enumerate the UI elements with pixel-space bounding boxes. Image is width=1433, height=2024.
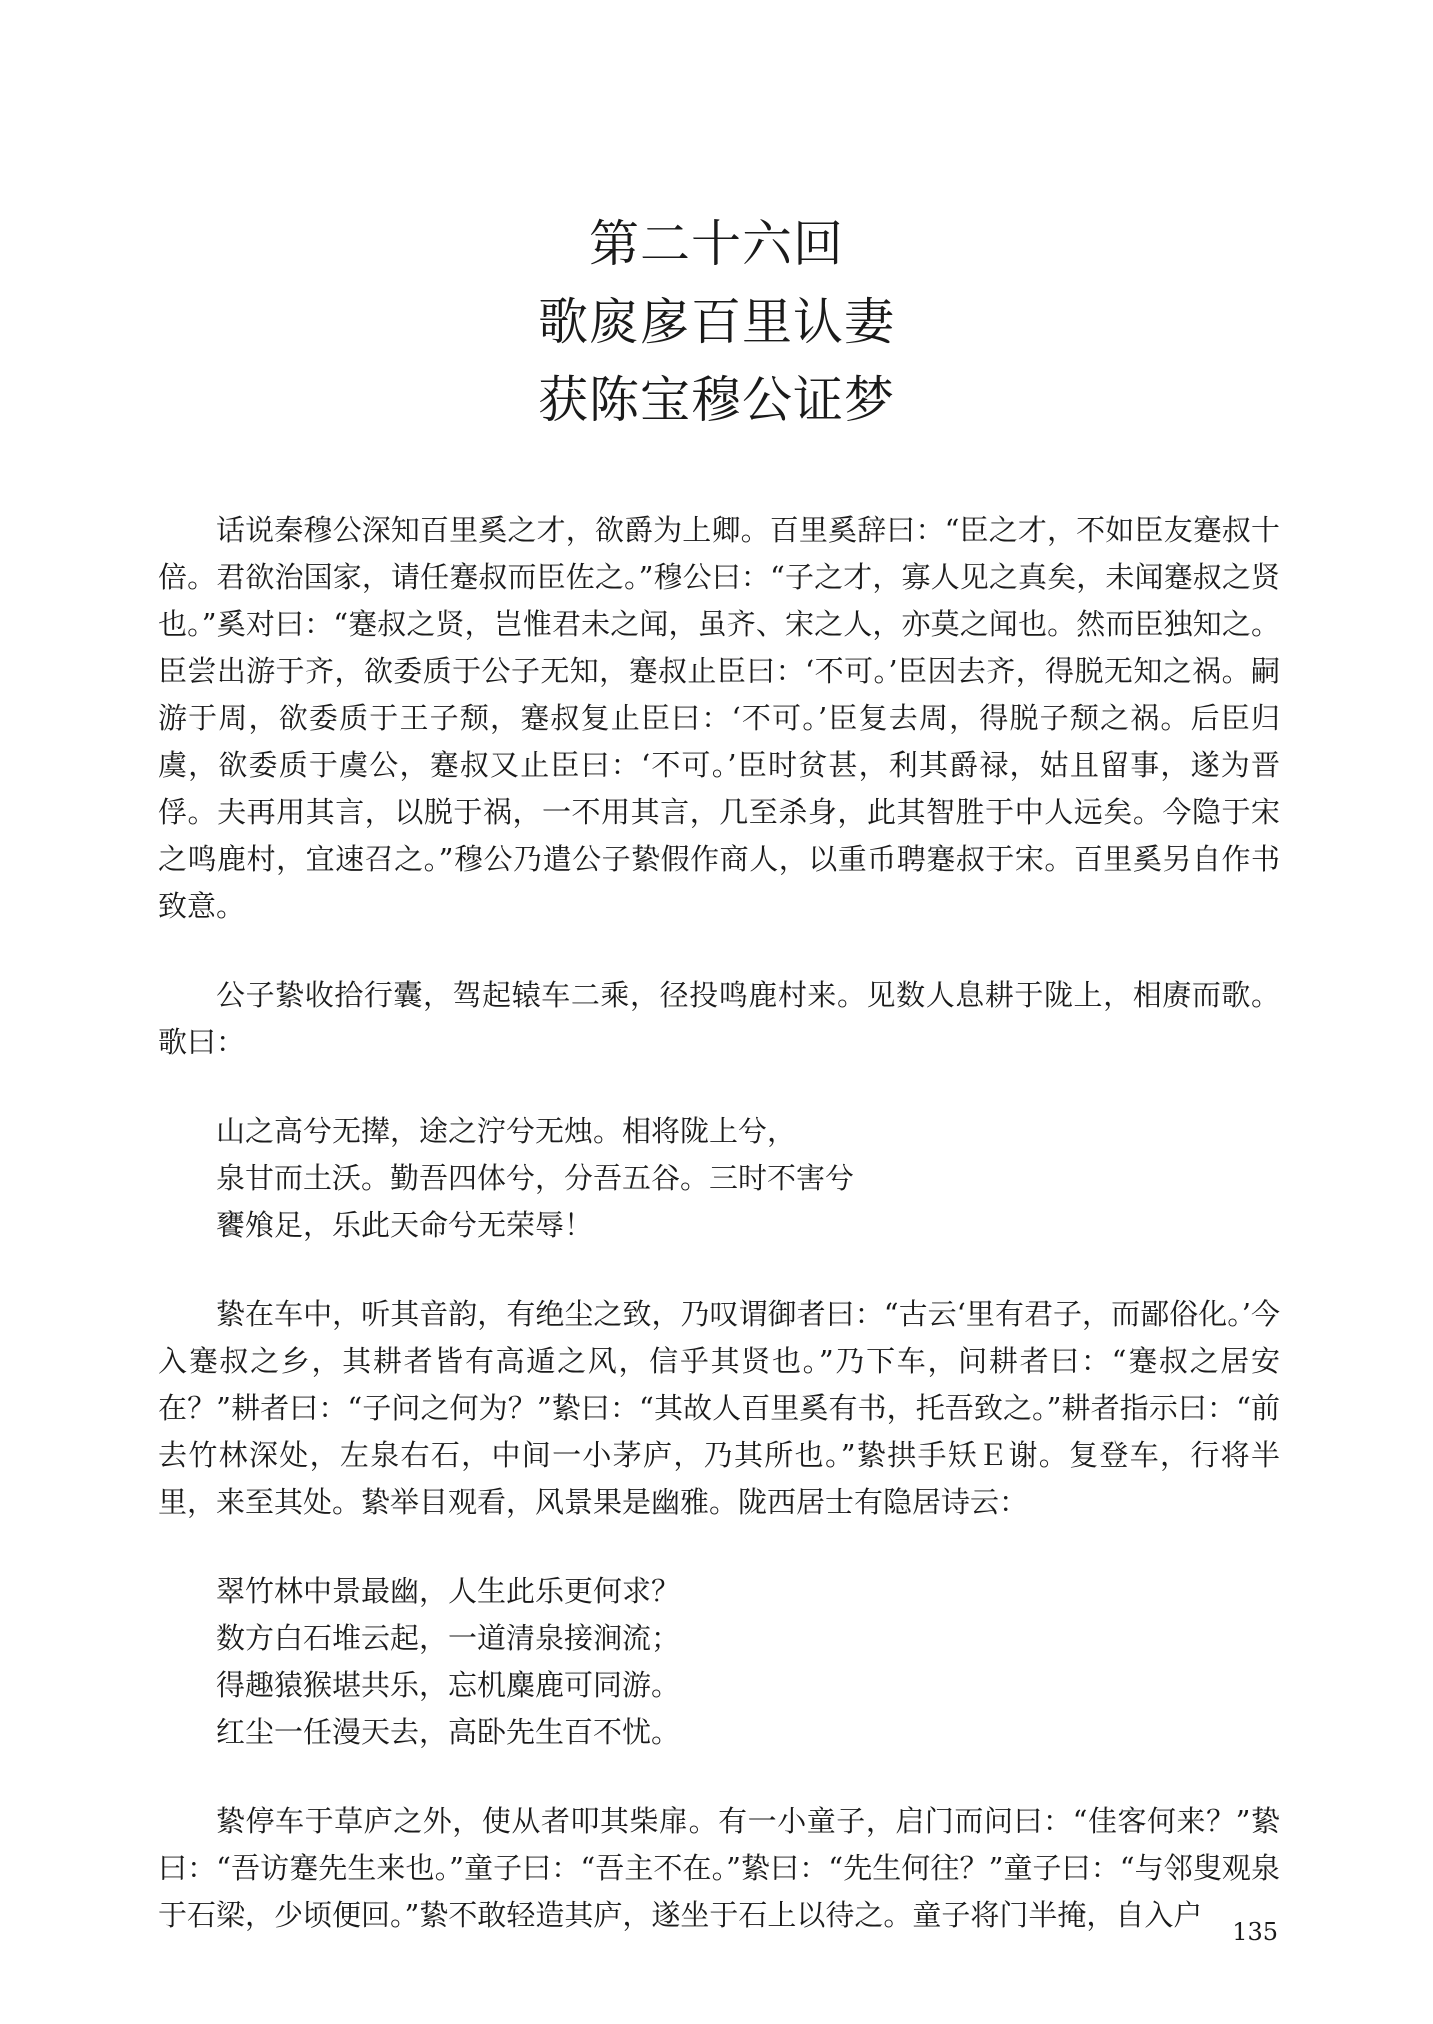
paragraph-1: 话说秦穆公深知百里奚之才，欲爵为上卿。百里奚辞曰：“臣之才，不如臣友蹇叔十倍。君欲治国家，请任蹇叔而臣佐之。”穆公曰：“子之才，寡人见之真矣，未闻蹇叔之贤也。”奚对曰：“蹇叔之贤，岂惟君未之闻，虽齐、宋之人，亦莫之闻也。然而臣独知之。臣尝出游于齐，欲委质于公子无知，蹇叔止臣曰：‘不可。’臣因去齐，得脱无知之祸。嗣游于周，欲委质于王子颓，蹇叔复止臣曰：‘不可。’臣复去周，得脱子颓之祸。后臣归虞，欲委质于虞公，蹇叔又止臣曰：‘不可。’臣时贫甚，利其爵禄，姑且留事，遂为晋俘。夫再用其言，以脱于祸，一不用其言，几至杀身，此其智胜于中人远矣。今隐于宋之鸣鹿村，宜速召之。”穆公乃遣公子絷假作商人，以重币聘蹇叔于宋。百里奚另自作书致意。 bbox=[158, 513, 1280, 923]
song-line-3: 饔飧足，乐此天命兮无荣辱！ bbox=[216, 1208, 594, 1242]
chapter-subtitle-1: 歌扊扅百里认妻 bbox=[538, 293, 895, 351]
poem-line-2: 数方白石堆云起，一道清泉接涧流； bbox=[216, 1621, 681, 1655]
paragraph-4: 絷停车于草庐之外，使从者叩其柴扉。有一小童子，启门而问曰：“佳客何来？”絷曰：“吾访蹇先生来也。”童子曰：“吾主不在。”絷曰：“先生何往？”童子曰：“与邻叟观泉于石梁，少顷便回。”絷不敢轻造其庐，遂坐于石上以待之。童子将门半掩，自入户 bbox=[158, 1804, 1280, 1932]
song-verse bbox=[158, 1108, 1280, 1249]
page-number: 135 bbox=[1232, 1918, 1278, 1946]
song-line-1: 山之高兮无撵，途之泞兮无烛。相将陇上兮， bbox=[216, 1114, 797, 1148]
chapter-heading bbox=[0, 205, 1433, 439]
paragraph-2: 公子絷收拾行囊，驾起辕车二乘，径投鸣鹿村来。见数人息耕于陇上，相赓而歌。歌曰： bbox=[158, 978, 1280, 1059]
body-text bbox=[158, 507, 1280, 1981]
chapter-subtitle-2: 获陈宝穆公证梦 bbox=[538, 371, 895, 429]
poem-line-4: 红尘一任漫天去，高卧先生百不忧。 bbox=[216, 1715, 681, 1749]
poem-line-1: 翠竹林中景最幽，人生此乐更何求？ bbox=[216, 1574, 681, 1608]
song-line-2: 泉甘而土沃。勤吾四体兮，分吾五谷。三时不害兮 bbox=[216, 1161, 855, 1195]
paragraph-3: 絷在车中，听其音韵，有绝尘之致，乃叹谓御者曰：“古云‘里有君子，而鄙俗化。’今入蹇叔之乡，其耕者皆有高遁之风，信乎其贤也。”乃下车，问耕者曰：“蹇叔之居安在？”耕者曰：“子问之何为？”絷曰：“其故人百里奚有书，托吾致之。”耕者指示曰：“前去竹林深处，左泉右石，中间一小茅庐，乃其所也。”絷拱手矨Ｅ谢。复登车，行将半里，来至其处。絷举目观看，风景果是幽雅。陇西居士有隐居诗云： bbox=[158, 1297, 1280, 1519]
poem-line-3: 得趣猿猴堪共乐，忘机麋鹿可同游。 bbox=[216, 1668, 681, 1702]
chapter-number: 第二十六回 bbox=[589, 215, 844, 273]
poem-verse bbox=[158, 1568, 1280, 1756]
